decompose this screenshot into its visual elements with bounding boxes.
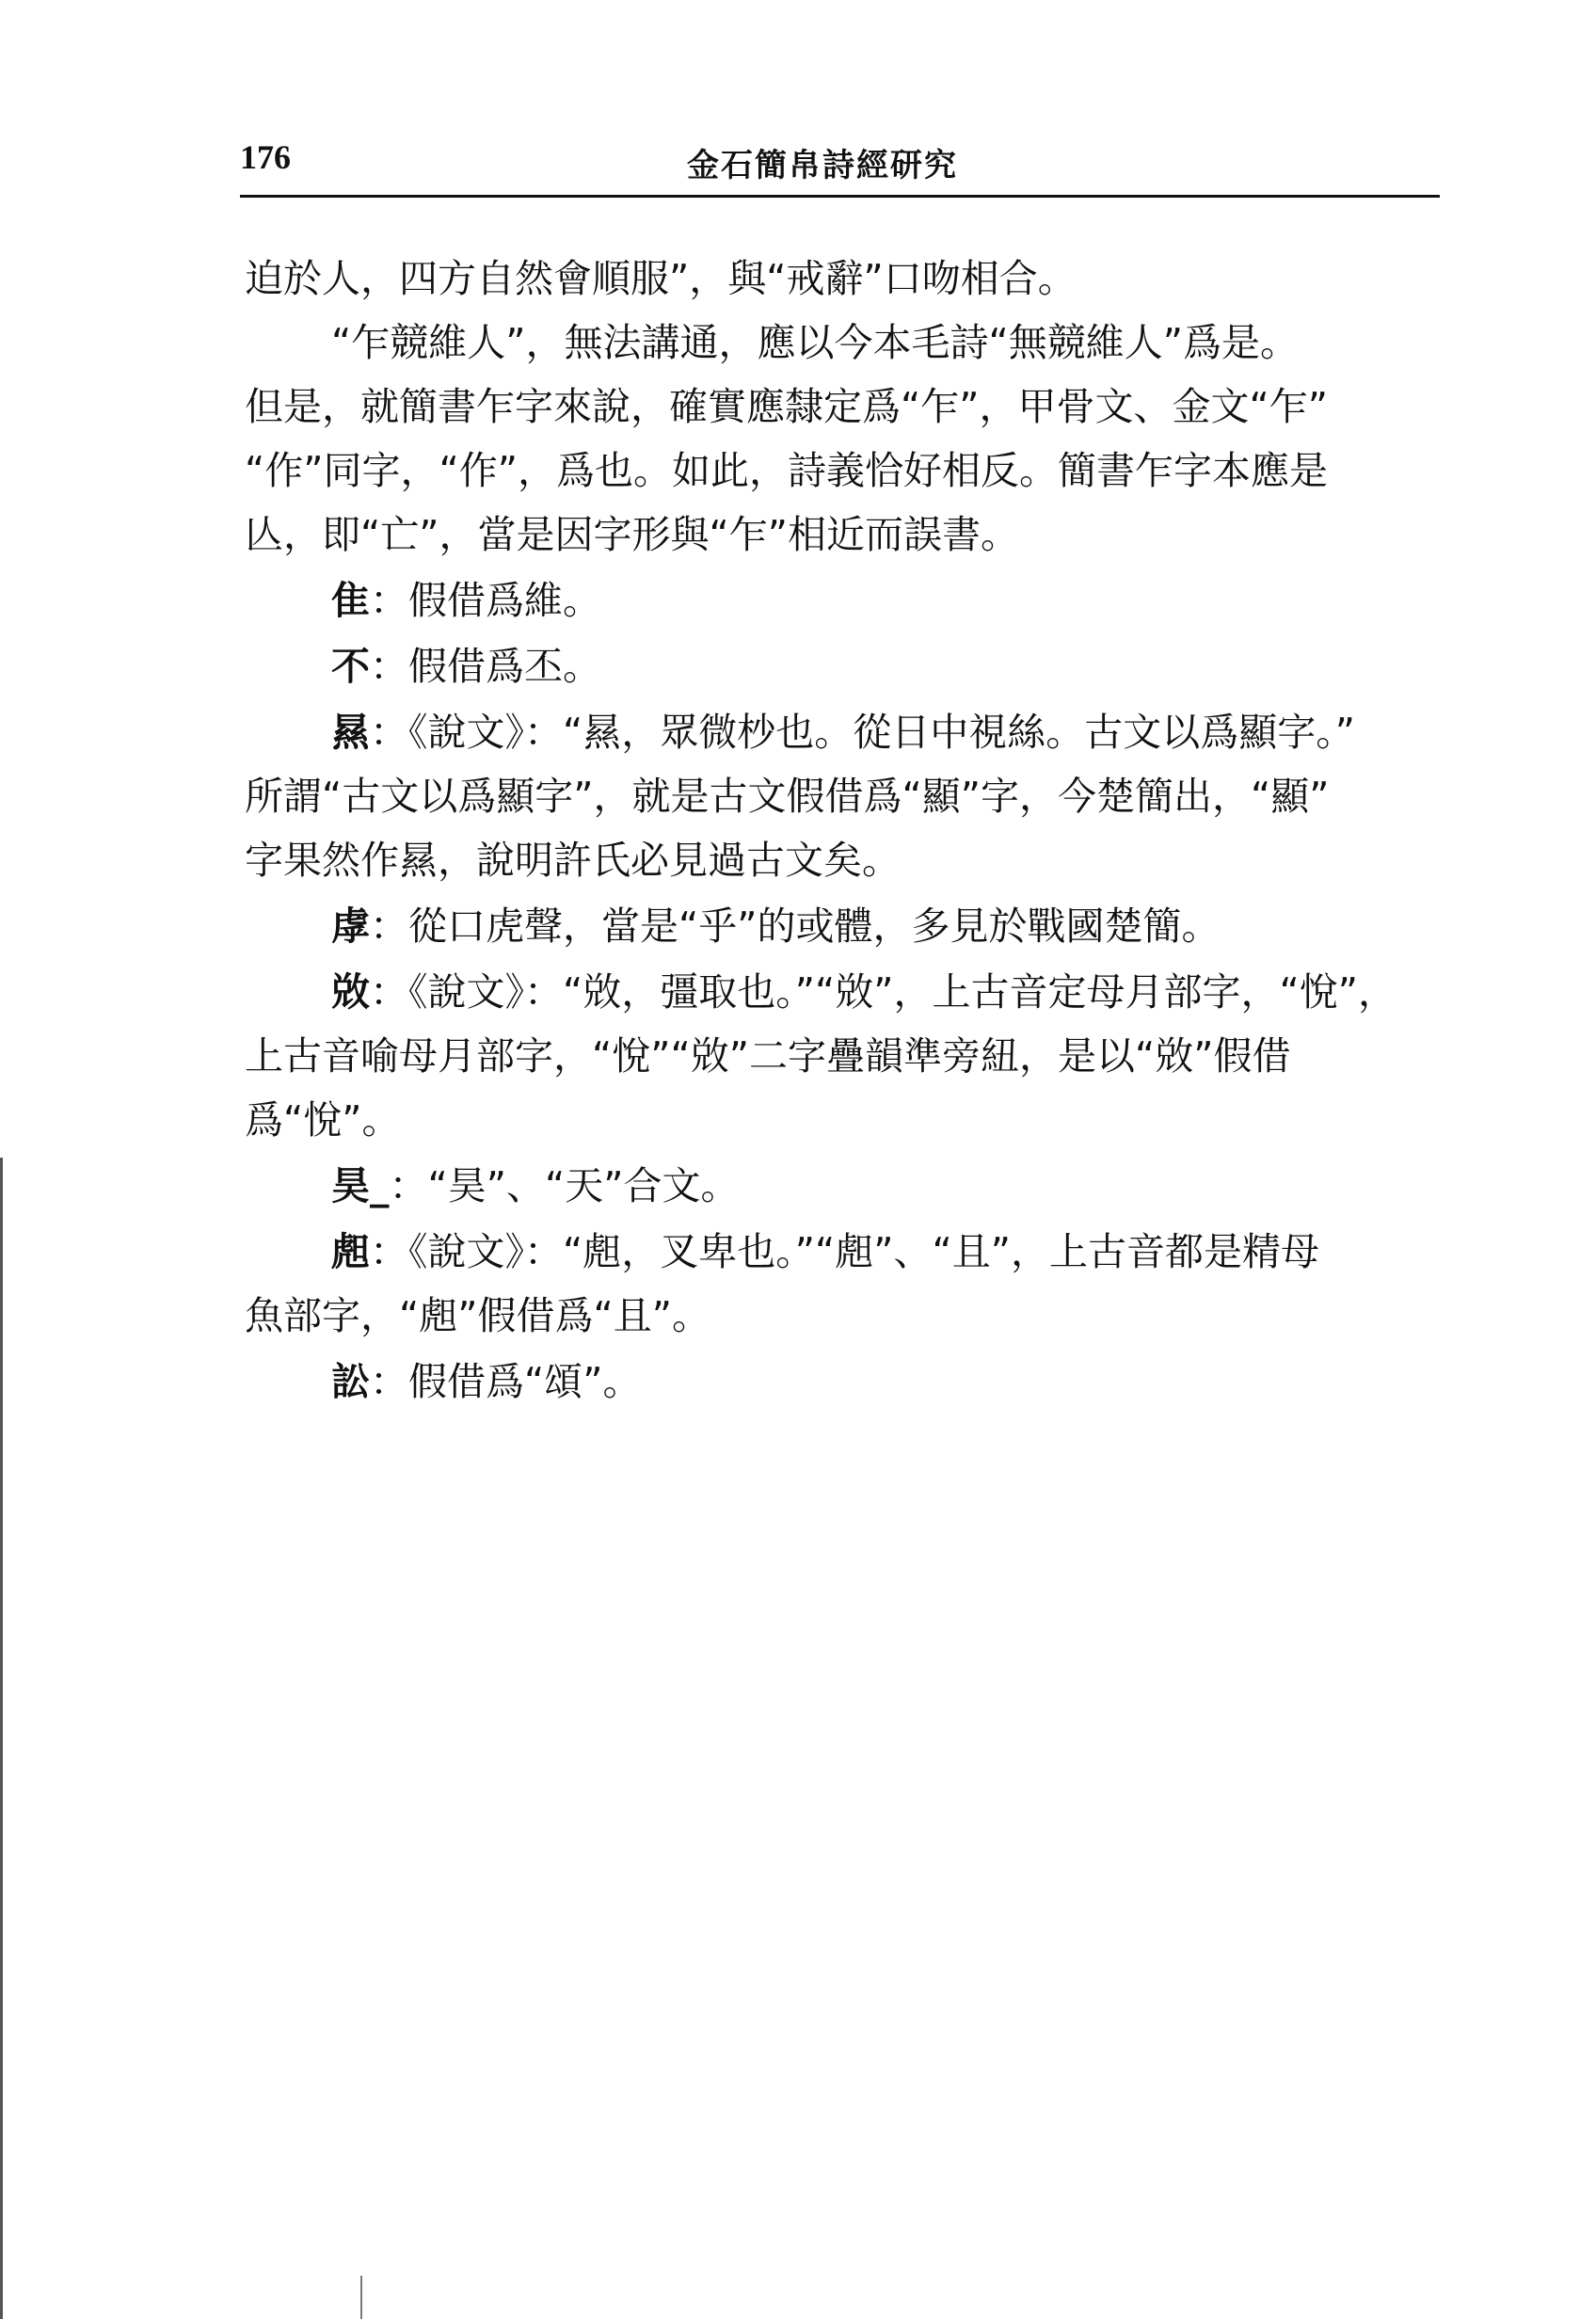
entry-text: ：假借爲維。	[370, 578, 601, 623]
entry-text: ：《說文》：“㬎，眾微杪也。從日中視絲。古文以爲顯字。”	[370, 710, 1355, 755]
entry-headword: 隹	[331, 578, 370, 623]
glossary-entry	[245, 700, 1454, 892]
entry-headword: 昊_	[331, 1163, 390, 1208]
glossary-entry	[245, 634, 1454, 698]
entry-headword: 訟	[331, 1359, 370, 1404]
glossary-entry	[245, 1154, 1454, 1218]
text-line: 亾，即“亡”，當是因字形與“乍”相近而誤書。	[245, 512, 1019, 557]
entry-text: ：“昊”、“天”合文。	[389, 1163, 740, 1208]
main-text	[245, 247, 1454, 1414]
text-line: 迫於人，四方自然會順服”，與“戒辭”口吻相合。	[245, 256, 1077, 301]
scan-edge-mark	[360, 2276, 362, 2319]
scan-edge-mark	[0, 1158, 3, 2319]
text-line: “乍競維人”，無法講通，應以今本毛詩“無競維人”爲是。	[331, 320, 1299, 365]
glossary-entry	[245, 568, 1454, 632]
entry-text: ：《說文》：“䖑，叉卑也。”“䖑”、“且”，上古音都是精母	[370, 1229, 1319, 1274]
header-divider	[240, 195, 1440, 198]
text-line: 但是，就簡書乍字來說，確實應隸定爲“乍”，甲骨文、金文“乍”	[245, 384, 1328, 429]
entry-text: ：假借爲“頌”。	[370, 1359, 642, 1404]
text-line: “作”同字，“作”，爲也。如此，詩義恰好相反。簡書乍字本應是	[245, 448, 1328, 493]
entry-text: 所謂“古文以爲顯字”，就是古文假借爲“顯”字，今楚簡出，“顯”	[245, 774, 1330, 819]
glossary-entry	[245, 1220, 1454, 1348]
entry-headword: 不	[331, 644, 370, 689]
glossary-entry	[245, 960, 1454, 1152]
entry-headword: 㬎	[331, 710, 370, 755]
glossary-entry	[245, 894, 1454, 958]
running-title: 金石簡帛詩經研究	[687, 147, 958, 184]
entry-text: 魚部字，“䖑”假借爲“且”。	[245, 1293, 710, 1338]
entry-text: 爲“悅”。	[245, 1097, 401, 1143]
page-number: 176	[240, 138, 291, 176]
entry-headword: 虖	[331, 904, 370, 949]
entry-headword: 敚	[331, 969, 370, 1015]
glossary-entry	[245, 1350, 1454, 1414]
entry-text: 字果然作㬎，說明許氏必見過古文矣。	[245, 838, 901, 883]
entry-text: ：假借爲丕。	[370, 644, 601, 689]
entry-headword: 䖑	[331, 1229, 370, 1274]
entry-text: ：《說文》：“敚，彊取也。”“敚”，上古音定母月部字，“悅”，	[370, 969, 1396, 1015]
entry-text: 上古音喻母月部字，“悅”“敚”二字疊韻準旁紐，是以“敚”假借	[245, 1033, 1291, 1079]
entry-text: ：從口虎聲，當是“乎”的或體，多見於戰國楚簡。	[370, 904, 1221, 949]
